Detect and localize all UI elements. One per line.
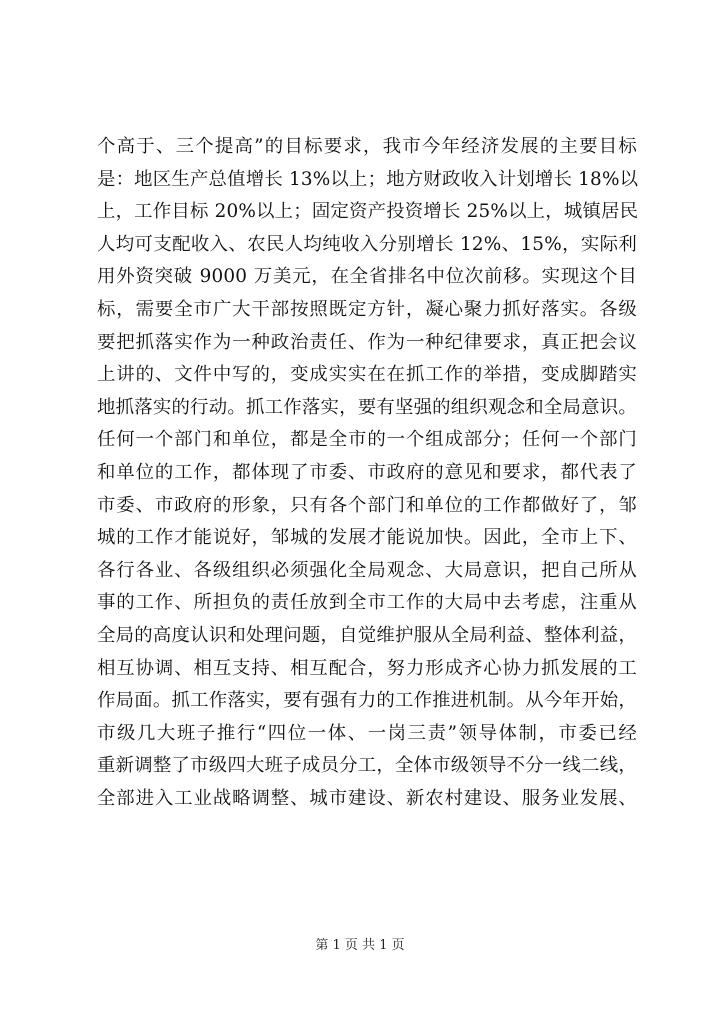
text-line: 标，需要全市广大干部按照既定方针，凝心聚力抓好落实。各级 xyxy=(97,298,637,320)
text-line: 事的工作、所担负的责任放到全市工作的大局中去考虑，注重从 xyxy=(97,592,637,614)
text-line: 和单位的工作，都体现了市委、市政府的意见和要求，都代表了 xyxy=(97,461,637,483)
page-number-label: 第 1 页 共 1 页 xyxy=(315,938,405,953)
text-line: 各行各业、各级组织必须强化全局观念、大局意识，把自己所从 xyxy=(97,559,637,581)
text-line: 市级几大班子推行“四位一体、一岗三责”领导体制，市委已经 xyxy=(97,722,637,744)
text-line: 市委、市政府的形象，只有各个部门和单位的工作都做好了，邹 xyxy=(97,494,637,516)
text-line: 城的工作才能说好，邹城的发展才能说加快。因此，全市上下、 xyxy=(97,527,637,549)
text-line: 任何一个部门和单位，都是全市的一个组成部分；任何一个部门 xyxy=(97,429,637,451)
text-line: 全部进入工业战略调整、城市建设、新农村建设、服务业发展、 xyxy=(97,787,637,809)
text-line: 地抓落实的行动。抓工作落实，要有坚强的组织观念和全局意识。 xyxy=(97,396,637,418)
body-text xyxy=(97,131,637,815)
text-line: 全局的高度认识和处理问题，自觉维护服从全局利益、整体利益， xyxy=(97,624,637,646)
text-line: 重新调整了市级四大班子成员分工，全体市级领导不分一线二线， xyxy=(97,755,637,777)
text-line: 是：地区生产总值增长 13%以上；地方财政收入计划增长 18%以 xyxy=(97,168,639,190)
text-line: 要把抓落实作为一种政治责任、作为一种纪律要求，真正把会议 xyxy=(97,331,637,353)
text-line: 作局面。抓工作落实，要有强有力的工作推进机制。从今年开始， xyxy=(97,690,637,712)
text-line: 用外资突破 9000 万美元，在全省排名中位次前移。实现这个目 xyxy=(97,266,637,288)
text-line: 人均可支配收入、农民人均纯收入分别增长 12%、15%，实际利 xyxy=(97,233,637,255)
page-footer xyxy=(0,937,720,955)
text-line: 个高于、三个提高”的目标要求，我市今年经济发展的主要目标 xyxy=(97,136,637,157)
text-line: 上讲的、文件中写的，变成实实在在抓工作的举措，变成脚踏实 xyxy=(97,364,637,386)
text-line: 上，工作目标 20%以上；固定资产投资增长 25%以上，城镇居民 xyxy=(97,201,639,223)
text-line: 相互协调、相互支持、相互配合，努力形成齐心协力抓发展的工 xyxy=(97,657,637,679)
